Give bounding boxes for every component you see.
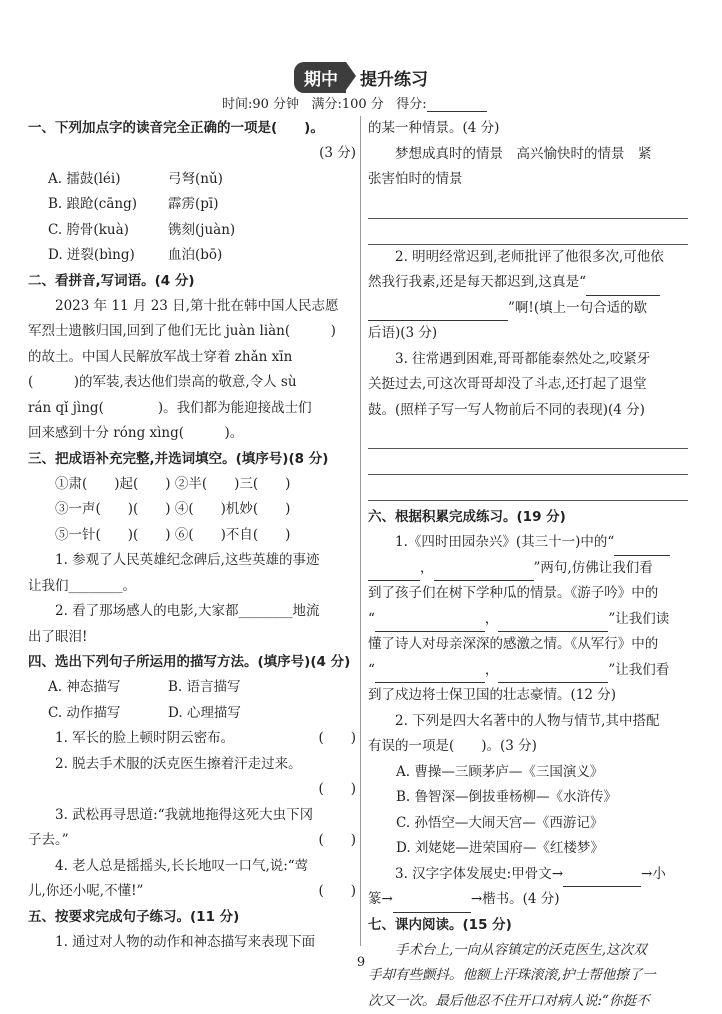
blank[interactable]	[498, 615, 608, 632]
q5-sentence: 1. 通过对人物的动作和神态描写来表现下面	[28, 930, 356, 956]
q1-points: (3 分)	[28, 141, 356, 167]
answer-line[interactable]	[368, 219, 688, 245]
blank[interactable]	[368, 564, 420, 581]
q4-sentence: 4. 老人总是摇摇头,长长地叹一口气,说:“莺	[28, 854, 356, 880]
q6-text: 3. 汉字字体发展史:甲骨文→	[395, 866, 563, 882]
score-blank[interactable]	[427, 97, 487, 112]
q4-item	[28, 879, 356, 905]
q5-text: 2. 明明经常迟到,老师批评了他很多次,可他依	[368, 245, 688, 271]
q3-sentence: 2. 看了那场感人的电影,大家都________地流	[28, 599, 356, 625]
q6-line	[368, 887, 688, 913]
q4-item	[28, 726, 356, 752]
q5-heading: 五、按要求完成句子练习。(11 分)	[28, 905, 356, 930]
option-a: D. 迸裂(bìng)	[48, 243, 168, 269]
q2-heading: 二、看拼音,写词语。(4 分)	[28, 269, 356, 294]
option-row	[28, 243, 356, 269]
q7-heading: 七、课内阅读。(15 分)	[368, 913, 688, 938]
q2-line: rán qǐ jìng( )。我们都为能迎接战士们	[28, 396, 356, 422]
option-a: B. 踉跄(cāng)	[48, 192, 168, 218]
blank[interactable]	[393, 896, 471, 913]
q2-line: 回来感到十分 róng xìng( )。	[28, 421, 356, 447]
q6-text: ，	[485, 662, 499, 678]
midterm-badge: 期中	[294, 62, 346, 93]
q4-sentence: 2. 脱去手术服的沃克医生擦着汗走过来。	[28, 752, 356, 778]
q6-text: 1.《四时田园杂兴》(其三十一)中的“	[395, 534, 614, 550]
blank[interactable]	[368, 304, 508, 321]
q6-line	[368, 530, 688, 556]
option-a: A. 擂鼓(léi)	[48, 167, 168, 193]
method-d: D. 心理描写	[168, 701, 241, 727]
reading-line: 次又一次。最后他忍不住开口对病人说:“你挺不	[368, 989, 688, 1014]
q6-text: ，	[485, 611, 499, 627]
left-column	[28, 116, 356, 955]
q5-text	[368, 270, 688, 296]
option-row	[28, 167, 356, 193]
method-a: A. 神态描写	[48, 675, 168, 701]
q6-text: ，	[420, 560, 434, 576]
q6-option: D. 刘姥姥—进荣国府—《红楼梦》	[368, 836, 688, 862]
reading-line: 手术台上,一向从容镇定的沃克医生,这次双	[368, 938, 688, 964]
idiom-row: ③一声( )( ) ④( )机妙( )	[28, 497, 356, 523]
q6-line	[368, 658, 688, 684]
q6-text: “	[368, 611, 375, 627]
q2-line: ( )的军装,表达他们崇高的敬意,令人 sù	[28, 370, 356, 396]
blank[interactable]	[375, 615, 485, 632]
option-row	[28, 192, 356, 218]
option-b: 弓弩(nǔ)	[168, 167, 223, 193]
q2-line: 的故土。中国人民解放军战士穿着 zhǎn xīn	[28, 345, 356, 371]
q2-line: 军烈士遗骸归国,回到了他们无比 juàn liàn( )	[28, 319, 356, 345]
got-label: 得分:	[396, 97, 426, 112]
page-number: 9	[0, 955, 722, 970]
q4-item	[28, 828, 356, 854]
answer-paren[interactable]: ( )	[318, 879, 356, 905]
q3-sentence: 1. 参观了人民英雄纪念碑后,这些英雄的事迹	[28, 548, 356, 574]
q6-line: 2. 下列是四大名著中的人物与情节,其中搭配	[368, 709, 688, 735]
blank[interactable]	[563, 870, 641, 887]
blank[interactable]	[498, 666, 608, 683]
method-b: B. 语言描写	[168, 675, 241, 701]
answer-paren[interactable]: ( )	[291, 726, 356, 752]
option-b: 镌刻(juàn)	[168, 218, 235, 244]
q5-text: 后语)(3 分)	[368, 321, 688, 347]
q3-sentence: 让我们________。	[28, 574, 356, 600]
option-b: 血泊(bō)	[168, 243, 222, 269]
exam-meta	[222, 93, 487, 112]
q6-line	[368, 862, 688, 888]
q4-heading: 四、选出下列句子所运用的描写方法。(填序号)(4 分)	[28, 650, 356, 675]
q3-heading: 三、把成语补充完整,并选词填空。(填序号)(8 分)	[28, 447, 356, 472]
q6-line	[368, 607, 688, 633]
q6-line: 到了戍边将士保卫国的壮志豪情。(12 分)	[368, 683, 688, 709]
blank[interactable]	[586, 279, 660, 296]
q6-text: →楷书。(4 分)	[471, 891, 560, 907]
q5-text	[368, 296, 688, 322]
q6-text: ”让我们读	[608, 611, 669, 627]
idiom-row: ⑤一针( )( ) ⑥( )不自( )	[28, 523, 356, 549]
method-options	[28, 675, 356, 701]
q5-text: 张害怕时的情景	[368, 167, 688, 193]
q5-text: 关挺过去,可这次哥哥却没了斗志,还打起了退堂	[368, 372, 688, 398]
q6-line: 有误的一项是( )。(3 分)	[368, 734, 688, 760]
q6-text: ”两句,仿佛让我们看	[534, 560, 653, 576]
option-row	[28, 218, 356, 244]
score-label: 满分:100 分	[311, 97, 383, 112]
q3-sentence: 出了眼泪!	[28, 625, 356, 651]
answer-paren[interactable]: ( )	[318, 828, 356, 854]
q4-sentence: 儿,你还小呢,不懂!”	[28, 879, 143, 905]
q4-sentence: 3. 武松再寻思道:“我就地拖得这死大虫下冈	[28, 803, 356, 829]
answer-paren[interactable]: ( )	[28, 777, 356, 803]
q2-line: 2023 年 11 月 23 日,第十批在韩中国人民志愿	[28, 294, 356, 320]
q5-text: 鼓。(照样子写一写人物前后不同的表现)(4 分)	[368, 398, 688, 424]
blank[interactable]	[375, 666, 485, 683]
answer-line[interactable]	[368, 475, 688, 501]
q6-text: ”让我们看	[608, 662, 669, 678]
q5-text-part: ”啊!(填上一句合适的歇	[508, 300, 647, 316]
q5-text: 梦想成真时的情景 高兴愉快时的情景 紧	[368, 142, 688, 168]
q6-text: “	[368, 662, 375, 678]
q6-text: 篆→	[368, 891, 393, 907]
page-title	[0, 62, 722, 93]
blank[interactable]	[614, 539, 670, 556]
q1-heading: 一、下列加点字的读音完全正确的一项是( )。	[28, 116, 356, 141]
blank[interactable]	[434, 564, 534, 581]
reading-line: 手却有些颤抖。他额上汗珠滚滚,护士帮他擦了一	[368, 963, 688, 989]
q4-sentence: 子去。”	[28, 828, 69, 854]
time-label: 时间:90 分钟	[222, 97, 299, 112]
q5-text-part: 然我行我素,还是每天都迟到,这真是“	[368, 274, 586, 290]
q6-line	[368, 556, 688, 582]
answer-line[interactable]	[368, 423, 688, 449]
q6-option: A. 曹操—三顾茅庐—《三国演义》	[368, 760, 688, 786]
q5-text: 3. 往常遇到困难,哥哥都能泰然处之,咬紧牙	[368, 347, 688, 373]
right-column	[368, 116, 688, 1014]
q6-line: 到了孩子们在树下学种瓜的情景。《游子吟》中的	[368, 581, 688, 607]
q6-option: C. 孙悟空—大闹天宫—《西游记》	[368, 811, 688, 837]
q5-text: 的某一种情景。(4 分)	[368, 116, 688, 142]
title-text: 提升练习	[360, 65, 428, 90]
column-divider	[360, 116, 361, 946]
q4-sentence: 1. 军长的脸上顿时阴云密布。	[28, 726, 234, 752]
answer-line[interactable]	[368, 449, 688, 475]
answer-line[interactable]	[368, 193, 688, 219]
q1-options	[28, 167, 356, 269]
q6-option: B. 鲁智深—倒拔垂杨柳—《水浒传》	[368, 785, 688, 811]
option-b: 霹雳(pī)	[168, 192, 219, 218]
q6-text: →小	[641, 866, 666, 882]
q6-heading: 六、根据积累完成练习。(19 分)	[368, 505, 688, 530]
idiom-row: ①肃( )起( ) ②半( )三( )	[28, 472, 356, 498]
option-a: C. 胯骨(kuà)	[48, 218, 168, 244]
method-options	[28, 701, 356, 727]
q6-line: 懂了诗人对母亲深深的感激之情。《从军行》中的	[368, 632, 688, 658]
method-c: C. 动作描写	[48, 701, 168, 727]
